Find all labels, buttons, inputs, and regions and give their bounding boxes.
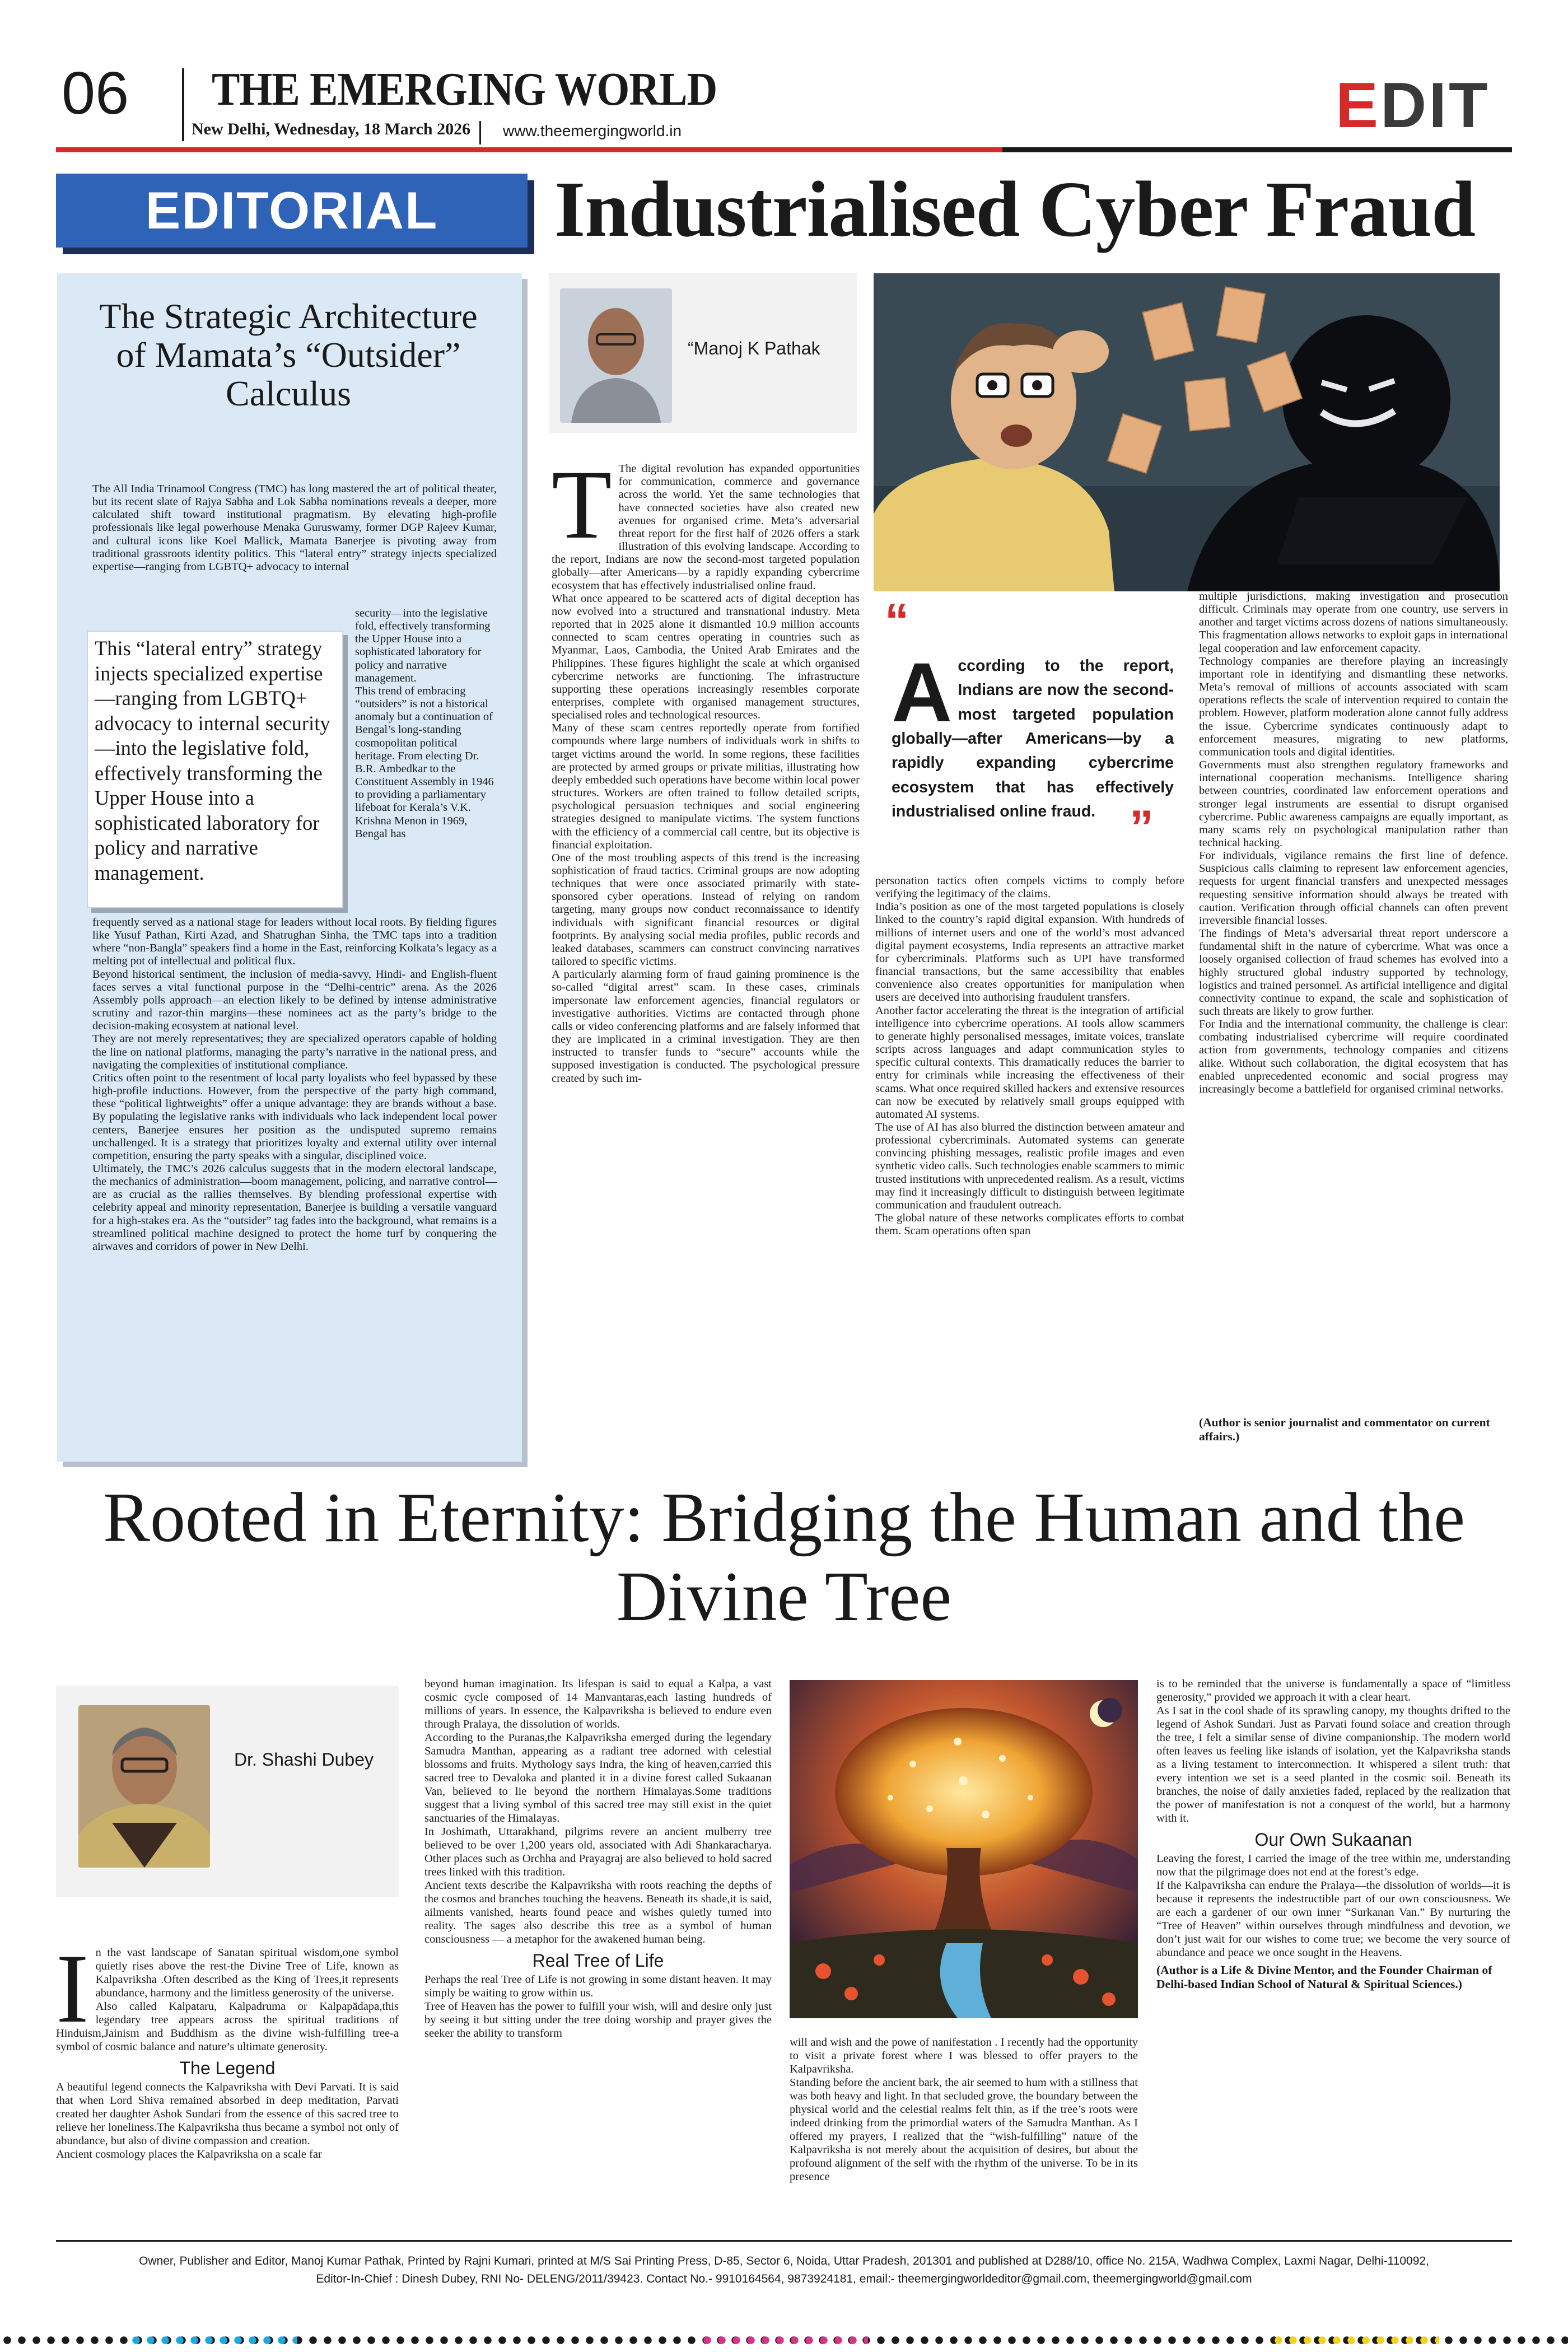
- open-quote-icon: “: [885, 594, 909, 648]
- section-label-prefix: E: [1336, 70, 1381, 141]
- cyber-pullquote: [892, 645, 1174, 824]
- author-photo-manoj: [560, 288, 672, 423]
- subhead-our-own-sukaanan: Our Own Sukaanan: [1254, 1829, 1412, 1850]
- dateline: New Delhi, Wednesday, 18 March 2026: [192, 120, 471, 138]
- tree-column-4-own: Leaving the forest, I carried the image of the tree within me, understanding now that the pilgrimage does not end at the forest’s edge. If the Kalpavriksha can endure the Pralaya—the dissolution of worlds—it is because it represents the indestructible part of our own consciousness. We are each a gardener of our own inner “Surkanan Van.” By nurturing the “Tree of Heaven” within ourselves through mindfulness and devotion, we don’t just wait for our wishes to come true; we become the very source of abundance and peace we once sought in the Heavens.: [1156, 1852, 1510, 1959]
- cyber-column-1-text: The digital revolution has expanded opportunities for communication, commerce and governance across the world. Yet the same technologies that have connected societies have also created new avenues for organised crime. Meta’s adversarial threat report for the first half of 2026 offers a stark illustration of this evolving landscape. According to the report, Indians are now the second-most targeted population globally—after Americans—by a rapidly expanding cybercrime ecosystem that has effectively industrialised online fraud. What once appeared to be scattered acts of digital deception has now evolved into a structured and transnational industry. Meta reported that in 2025 alone it dismantled 10.9 million accounts connected to scam centres operating in countries such as Myanmar, Laos, Cambodia, the United Arab Emirates and the Philippines. These figures highlight the scale at which organised cybercrime networks are functioning. The infrastructure supporting these operations increasingly resembles corporate enterprises, complete with organised management structures, specialised roles and technological resources. Many of these scam centres reportedly operate from fortified compounds where large numbers of individuals work in shifts to target victims around the world. In some regions, these facilities are protected by armed groups or private militias, illustrating how deeply embedded such operations have become within local power structures. Workers are often trained to follow detailed scripts, psychological persuasion techniques and social engineering strategies designed to manipulate victims. The system functions with the efficiency of a commercial call centre, but its objective is financial exploitation. One of the most troubling aspects of this trend is the increasing sophistication of fraud tactics. Criminal groups are now adopting techniques that were once associated primarily with state-sponsored cyber operations. Instead of relying on random targeting, many groups now conduct reconnaissance to identify individuals with significant financial resources or digital footprints. By analysing social media profiles, public records and leaked databases, scammers can construct convincing narratives tailored to specific victims. A particularly alarming form of fraud gaining prominence is the so-called “digital arrest” scam. In these cases, criminals impersonate law enforcement agencies, financial regulators or investigative authorities. Victims are contacted through phone calls or video conferencing platforms and are falsely informed that they are implicated in a criminal investigation. They are then instructed to transfer funds to “secure” accounts while the supposed investigation is conducted. The psychological pressure created by such im-: [552, 463, 860, 1085]
- dot-bar-magenta: [700, 2334, 868, 2346]
- cyber-column-1: [552, 450, 860, 1085]
- dot-bar-cyan: [129, 2334, 297, 2346]
- cyber-column-3: multiple jurisdictions, making investigation and prosecution difficult. Criminals may operate from one country, use servers in another and target victims across dozens of nations simultaneously. This fragmentation allows networks to exploit gaps in international legal cooperation and law enforcement capacity. Technology companies are therefore playing an increasingly important role in identifying and dismantling these networks. Meta’s removal of millions of accounts associated with scam operations reflects the scale of intervention required to contain the problem. However, platform moderation alone cannot fully address the issue. Cybercrime syndicates continuously adapt to enforcement measures, migrating to new platforms, communication tools and digital identities. Governments must also strengthen regulatory frameworks and international cooperation mechanisms. Intelligence sharing between countries, coordinated law enforcement operations and stronger legal instruments are essential to disrupt organised cybercrime. Public awareness campaigns are equally important, as many scams rely on psychological manipulation rather than technical hacking. For individuals, vigilance remains the first line of defence. Suspicious calls claiming to represent law enforcement agencies, requests for urgent financial transfers and unexpected messages requesting sensitive information should always be treated with caution. Verification through official channels can often prevent irreversible financial losses. The findings of Meta’s adversarial threat report underscore a fundamental shift in the nature of cybercrime. What was once a loosely organised collection of fraud schemes has evolved into a highly structured global industry supported by technology, logistics and trained personnel. As artificial intelligence and digital connectivity continue to expand, the scale and sophistication of such threats are likely to grow further. For India and the international community, the challenge is clear: combating industrialised cybercrime will require coordinated action from governments, technology companies and citizens alike. Without such collaboration, the digital ecosystem that has enabled unprecedented economic and social progress may increasingly become a battlefield for organised criminal networks.: [1199, 590, 1508, 1095]
- footer-rule: [56, 2240, 1512, 2242]
- dateline-divider: [479, 121, 481, 144]
- editorial-badge: EDITORIAL: [56, 174, 528, 248]
- author-photo-shashi: [78, 1705, 210, 1868]
- tree-author-name: Dr. Shashi Dubey: [234, 1749, 374, 1770]
- footer-imprint-line-1: Owner, Publisher and Editor, Manoj Kumar Pathak, Printed by Rajni Kumari, printed at M/S Sai Printing Press, D-85, Sector 6, Noida, Uttar Pradesh, 201301 and published at D288/10, office No. 215A, Wadhwa Complex, Laxmi Nagar, Delhi-110092,: [139, 2255, 1429, 2267]
- tree-column-2: [424, 1678, 772, 2041]
- cyber-author-name: “Manoj K Pathak: [688, 338, 820, 358]
- kalpavriksha-illustration: [790, 1680, 1138, 2018]
- subhead-the-legend: The Legend: [179, 2057, 276, 2078]
- editorial-headline: The Strategic Architecture of Mamata’s “Outsider” Calculus: [99, 296, 478, 414]
- tree-column-1-legend: A beautiful legend connects the Kalpavriksha with Devi Parvati. It is said that when Lord Shiva remained absorbed in deep meditation, Parvati created her daughter Ashok Sundari from the essence of this sacred tree to relieve her loneliness.The Kalpavriksha thus became a symbol not only of abundance, but also of divine compassion and creation. Ancient cosmology places the Kalpavriksha on a scale far: [56, 2081, 399, 2161]
- close-quote-icon: ”: [1130, 801, 1154, 855]
- registration-dot-bar: [0, 2334, 1568, 2346]
- tree-column-2-real: Perhaps the real Tree of Life is not growing in some distant heaven. It may simply be waiting to grow within us. Tree of Heaven has the power to fulfill your wish, will and desire only just by seeing it but sitting under the tree doing worship and prayer gives the seeker the ability to transform: [424, 1973, 772, 2040]
- editorial-side-column: security—into the legislative fold, effectively transforming the Upper House into a sophisticated laboratory for policy and narrative management. This trend of embracing “outsiders” is not a historical anomaly but a continuation of Bengal’s long-standing cosmopolitan political heritage. From electing Dr. B.R. Ambedkar to the Constituent Assembly in 1946 to providing a parliamentary lifeboat for Kerala’s V.K. Krishna Menon in 1969, Bengal has: [355, 607, 494, 840]
- masthead-divider: [182, 68, 184, 141]
- cyber-pullquote-box: [880, 594, 1183, 868]
- tree-column-2-text: beyond human imagination. Its lifespan is said to equal a Kalpa, a vast cosmic cycle composed of 14 Manvantaras,each lasting hundreds of millions of years. In essence, the Kalpavriksha is believed to endure even through Pralaya, the dissolution of worlds. According to the Puranas,the Kalpavriksha emerged during the legendary Samudra Manthan, appearing as a radiant tree adorned with celestial blossoms and fruits. Mythology says Indra, the king of heaven,carried this sacred tree to Devaloka and planted it in a divine forest called Sukaanan Van, believed to lie beyond the northern Himalayas.Some traditions suggest that a living symbol of this sacred tree may still exist in the quiet sanctuaries of the Himalayas. In Joshimath, Uttarakhand, pilgrims revere an ancient mulberry tree believed to be over 1,200 years old, associated with Adi Shankaracharya. Other places such as Orchha and Prayagraj are also believed to hold sacred trees linked with this tradition. Ancient texts describe the Kalpavriksha with roots reaching the depths of the cosmos and branches touching the heavens. Beneath its shade,it is said, ailments vanished, hearts found peace and wishes quietly turned into reality. The sages also describe this tree as a symbol of human consciousness — a metaphor for the awakened human being.: [424, 1678, 772, 1945]
- tree-column-1: [56, 1933, 399, 2162]
- editorial-body: frequently served as a national stage for leaders without local roots. By fielding figures like Yusuf Pathan, Kirti Azad, and Shatrughan Sinha, the TMC taps into a tradition where “non-Bangla” speakers find a home in the East, reinforcing Kolkata’s legacy as a melting pot of intellectual and political flux. Beyond historical sentiment, the inclusion of media-savvy, Hindi- and English-fluent faces serves a vital functional purpose in the “Delhi-centric” arena. As the 2026 Assembly polls approach—an election likely to be defined by intense administrative scrutiny and razor-thin margins—these nominees act as the party’s bridge to the decision-making ecosystem at national level. They are not merely representatives; they are specialized operators capable of holding the line on national platforms, managing the party’s narrative in the national press, and navigating the complexities of institutional compliance. Critics often point to the resentment of local party loyalists who feel bypassed by these high-profile inductions. However, from the perspective of the party high command, these “political lightweights” offer a unique advantage: they are brands without a base. By populating the legislative ranks with individuals who lack independent local power centers, Banerjee ensures her position as the undisputed supremo remains unchallenged. It is a strategy that prioritizes loyalty and external utility over internal competition, ensuring the party speaks with a singular, disciplined voice. Ultimately, the TMC’s 2026 calculus suggests that in the modern electoral landscape, the mechanics of administration—boom management, policing, and narrative control—are as crucial as the rallies themselves. By blending professional expertise with celebrity appeal and minority representation, Banerjee is building a versatile vanguard for a high-stakes era. As the “outsider” tag fades into the background, what remains is a streamlined political machine designed to protect the home turf by conquering the airwaves and corridors of power in New Delhi.: [92, 916, 497, 1253]
- footer-imprint-line-2: Editor-In-Chief : Dinesh Dubey, RNI No- DELENG/2011/39423. Contact No.- 9910164564, 9873924181, email:- theemergingworldeditor@gmail.com, theemergingworld@gmail.com: [316, 2272, 1252, 2285]
- editorial-intro: The All India Trinamool Congress (TMC) has long mastered the art of political theater, but its recent slate of Rajya Sabha and Lok Sabha nominations reveals a deeper, more calculated shift toward institutional pragmatism. By elevating high-profile professionals like legal powerhouse Menaka Guruswamy, former DGP Rajeev Kumar, and cultural icons like Koel Mallick, Mamata Banerjee is pivoting away from traditional grassroots identity politics. This “lateral entry” strategy injects specialized expertise—ranging from LGBTQ+ advocacy to internal: [92, 483, 497, 573]
- page-number: 06: [62, 59, 129, 127]
- tree-column-4-text: is to be reminded that the universe is fundamentally a space of “limitless generosity,” provided we approach it with a clear heart. As I sat in the cool shade of its sprawling canopy, my thoughts drifted to the legend of Ashok Sundari. Just as Parvati found solace and creation through the tree, I felt a similar sense of divine companionship. The modern world often leaves us feeling like islands of isolation, yet the Kalpavriksha stands as a living testament to interconnection. It whispered a silent truth: that every intention we set is a seed planted in the cosmic soil. Beneath its branches, the noise of daily anxieties faded, replaced by the realization that the power of manifestation is not a conquest of the world, but a harmony with it.: [1156, 1678, 1510, 1824]
- cyber-pullquote-cap: A: [892, 645, 953, 739]
- editorial-pullquote-box: [87, 631, 343, 908]
- cyber-dropcap: T: [552, 450, 612, 560]
- cyber-author-note: (Author is senior journalist and commentator on current affairs.): [1199, 1416, 1490, 1443]
- tree-headline: Rooted in Eternity: Bridging the Human and the Divine Tree: [102, 1479, 1466, 1636]
- dot-bar-yellow: [1271, 2334, 1439, 2346]
- tree-author-note: (Author is a Life & Divine Mentor, and the Founder Chairman of Delhi-based Indian School of Natural & Spiritual Sciences.): [1156, 1963, 1492, 1991]
- masthead: [0, 0, 1568, 157]
- paper-name: THE EMERGING WORLD: [212, 63, 717, 115]
- tree-dropcap: I: [56, 1934, 89, 2043]
- cyber-pullquote-text: ccording to the report, Indians are now the second-most targeted population globally—after Americans—by a rapidly expanding cybercrime ecosystem that has effectively industrialised online fraud.: [892, 657, 1174, 820]
- tree-column-1-intro: n the vast landscape of Sanatan spiritual wisdom,one symbol quietly rises above the rest-the Divine Tree of Life, known as Kalpavriksha .Often described as the King of Trees,it represents abundance, harmony and the limitless generosity of the universe. Also called Kalpataru, Kalpadruma or Kalpapādapa,this legendary tree appears across the spiritual traditions of Hinduism,Jainism and Buddhism as the divine wish-fulfilling tree-a symbol of cosmic balance and nature’s ultimate generosity.: [56, 1946, 399, 2053]
- website-link[interactable]: www.theemergingworld.in: [503, 122, 682, 139]
- cyber-headline: Industrialised Cyber Fraud: [554, 165, 1476, 253]
- section-label: [1336, 70, 1490, 141]
- cyber-illustration: [874, 273, 1500, 591]
- masthead-rule: [56, 147, 1512, 152]
- section-label-suffix: DIT: [1380, 70, 1490, 141]
- cyber-column-2: personation tactics often compels victims to comply before verifying the legitimacy of the claims. India’s position as one of the most targeted populations is closely linked to the country’s rapid digital expansion. With hundreds of millions of internet users and one of the world’s most advanced digital payment ecosystems, India represents an attractive market for cybercriminals. Platforms such as UPI have transformed financial transactions, but the same accessibility that enables convenience also creates opportunities for manipulation when users are deceived into authorising fraudulent transfers. Another factor accelerating the threat is the integration of artificial intelligence into cybercrime operations. AI tools allow scammers to generate highly personalised messages, imitate voices, translate scripts across languages and adapt communication styles to specific cultural contexts. This dramatically reduces the barrier to entry for criminals while increasing the effectiveness of their scams. What once required skilled hackers and extensive resources can now be executed by relatively small groups equipped with automated AI systems. The use of AI has also blurred the distinction between amateur and professional cybercriminals. Automated systems can generate convincing phishing messages, realistic profile images and even synthetic video calls. Such technologies enable scammers to mimic trusted institutions with unprecedented realism. As a result, victims may find it increasingly difficult to distinguish between legitimate communication and fraudulent outreach. The global nature of these networks complicates efforts to combat them. Scam operations often span: [875, 875, 1184, 1238]
- tree-column-4: [1156, 1678, 1510, 1991]
- tree-column-3: will and wish and the powe of nanifestation . I recently had the opportunity to visit a private forest where I was blessed to offer prayers to the Kalpavriksha. Standing before the ancient bark, the air seemed to hum with a stillness that was both heavy and light. In that secluded grove, the boundary between the physical world and the celestial realms felt thin, as if the tree’s roots were indeed drinking from the primordial waters of the Samudra Manthan. As I offered my prayers, I realized that the “wish-fulfilling” nature of the Kalpavriksha is not merely about the acquisition of desires, but about the profound alignment of the self with the rhythm of the universe. To be in its presence: [790, 2036, 1138, 2183]
- subhead-real-tree-of-life: Real Tree of Life: [532, 1950, 664, 1971]
- editorial-pullquote: This “lateral entry” strategy injects specialized expertise—ranging from LGBTQ+ advocacy to internal security—into the legislative fold, effectively transforming the Upper House into a sophisticated laboratory for policy and narrative management.: [95, 637, 330, 884]
